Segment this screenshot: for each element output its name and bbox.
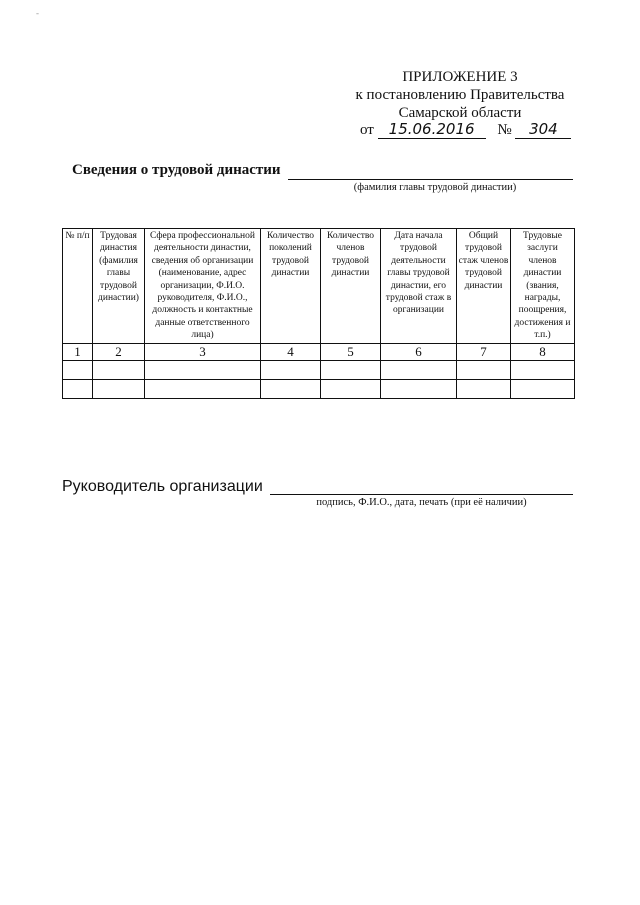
title-fill-line	[288, 179, 573, 180]
number-prefix: №	[497, 122, 512, 138]
handwritten-number: 304	[515, 120, 571, 139]
corner-mark: -	[36, 8, 39, 18]
date-number-line	[360, 120, 571, 139]
header-cell: Дата начала трудовой деятельности главы трудовой династии, его трудовой стаж в организации	[381, 229, 457, 344]
handwritten-date: 15.06.2016	[378, 120, 486, 139]
column-number: 2	[93, 343, 145, 360]
form-title: Сведения о трудовой династии	[72, 162, 281, 178]
header-cell: Количество поколений трудовой династии	[261, 229, 321, 344]
empty-cell	[457, 360, 511, 379]
empty-cell	[63, 360, 93, 379]
empty-cell	[321, 379, 381, 398]
empty-cell	[457, 379, 511, 398]
empty-cell	[321, 360, 381, 379]
title-caption: (фамилия главы трудовой династии)	[353, 182, 517, 193]
empty-cell	[93, 360, 145, 379]
empty-cell	[93, 379, 145, 398]
empty-table-row	[63, 379, 575, 398]
column-number: 1	[63, 343, 93, 360]
empty-cell	[511, 360, 575, 379]
signature-label: Руководитель организации	[62, 478, 263, 495]
empty-cell	[261, 379, 321, 398]
column-number: 4	[261, 343, 321, 360]
empty-cell	[261, 360, 321, 379]
empty-cell	[381, 360, 457, 379]
signature-caption: подпись, Ф.И.О., дата, печать (при её наличии)	[316, 497, 527, 508]
empty-cell	[145, 360, 261, 379]
header-cell: № п/п	[63, 229, 93, 344]
empty-cell	[63, 379, 93, 398]
signature-fill-line	[270, 494, 573, 495]
header-cell: Общий трудовой стаж членов трудовой династии	[457, 229, 511, 344]
column-number: 6	[381, 343, 457, 360]
column-number: 5	[321, 343, 381, 360]
header-cell: Сфера профессиональной деятельности династии, сведения об организации (наименование, адрес организации, Ф.И.О. руководителя, Ф.И.О., должность и контактные данные ответственного лица)	[145, 229, 261, 344]
appendix-line-2: Самарской области	[398, 105, 522, 121]
dynasty-table	[62, 228, 575, 399]
header-cell: Трудовые заслуги членов династии (звания, награды, поощрения, достижения и т.п.)	[511, 229, 575, 344]
column-number: 8	[511, 343, 575, 360]
column-number: 7	[457, 343, 511, 360]
table-header-row	[63, 229, 575, 344]
appendix-line-1: к постановлению Правительства	[355, 87, 565, 103]
header-cell: Трудовая династия (фамилия главы трудовой династии)	[93, 229, 145, 344]
header-cell: Количество членов трудовой династии	[321, 229, 381, 344]
empty-cell	[511, 379, 575, 398]
empty-cell	[145, 379, 261, 398]
date-prefix: от	[360, 122, 374, 138]
empty-cell	[381, 379, 457, 398]
empty-table-row	[63, 360, 575, 379]
column-number: 3	[145, 343, 261, 360]
column-number-row	[63, 343, 575, 360]
appendix-title: ПРИЛОЖЕНИЕ 3	[402, 69, 518, 85]
